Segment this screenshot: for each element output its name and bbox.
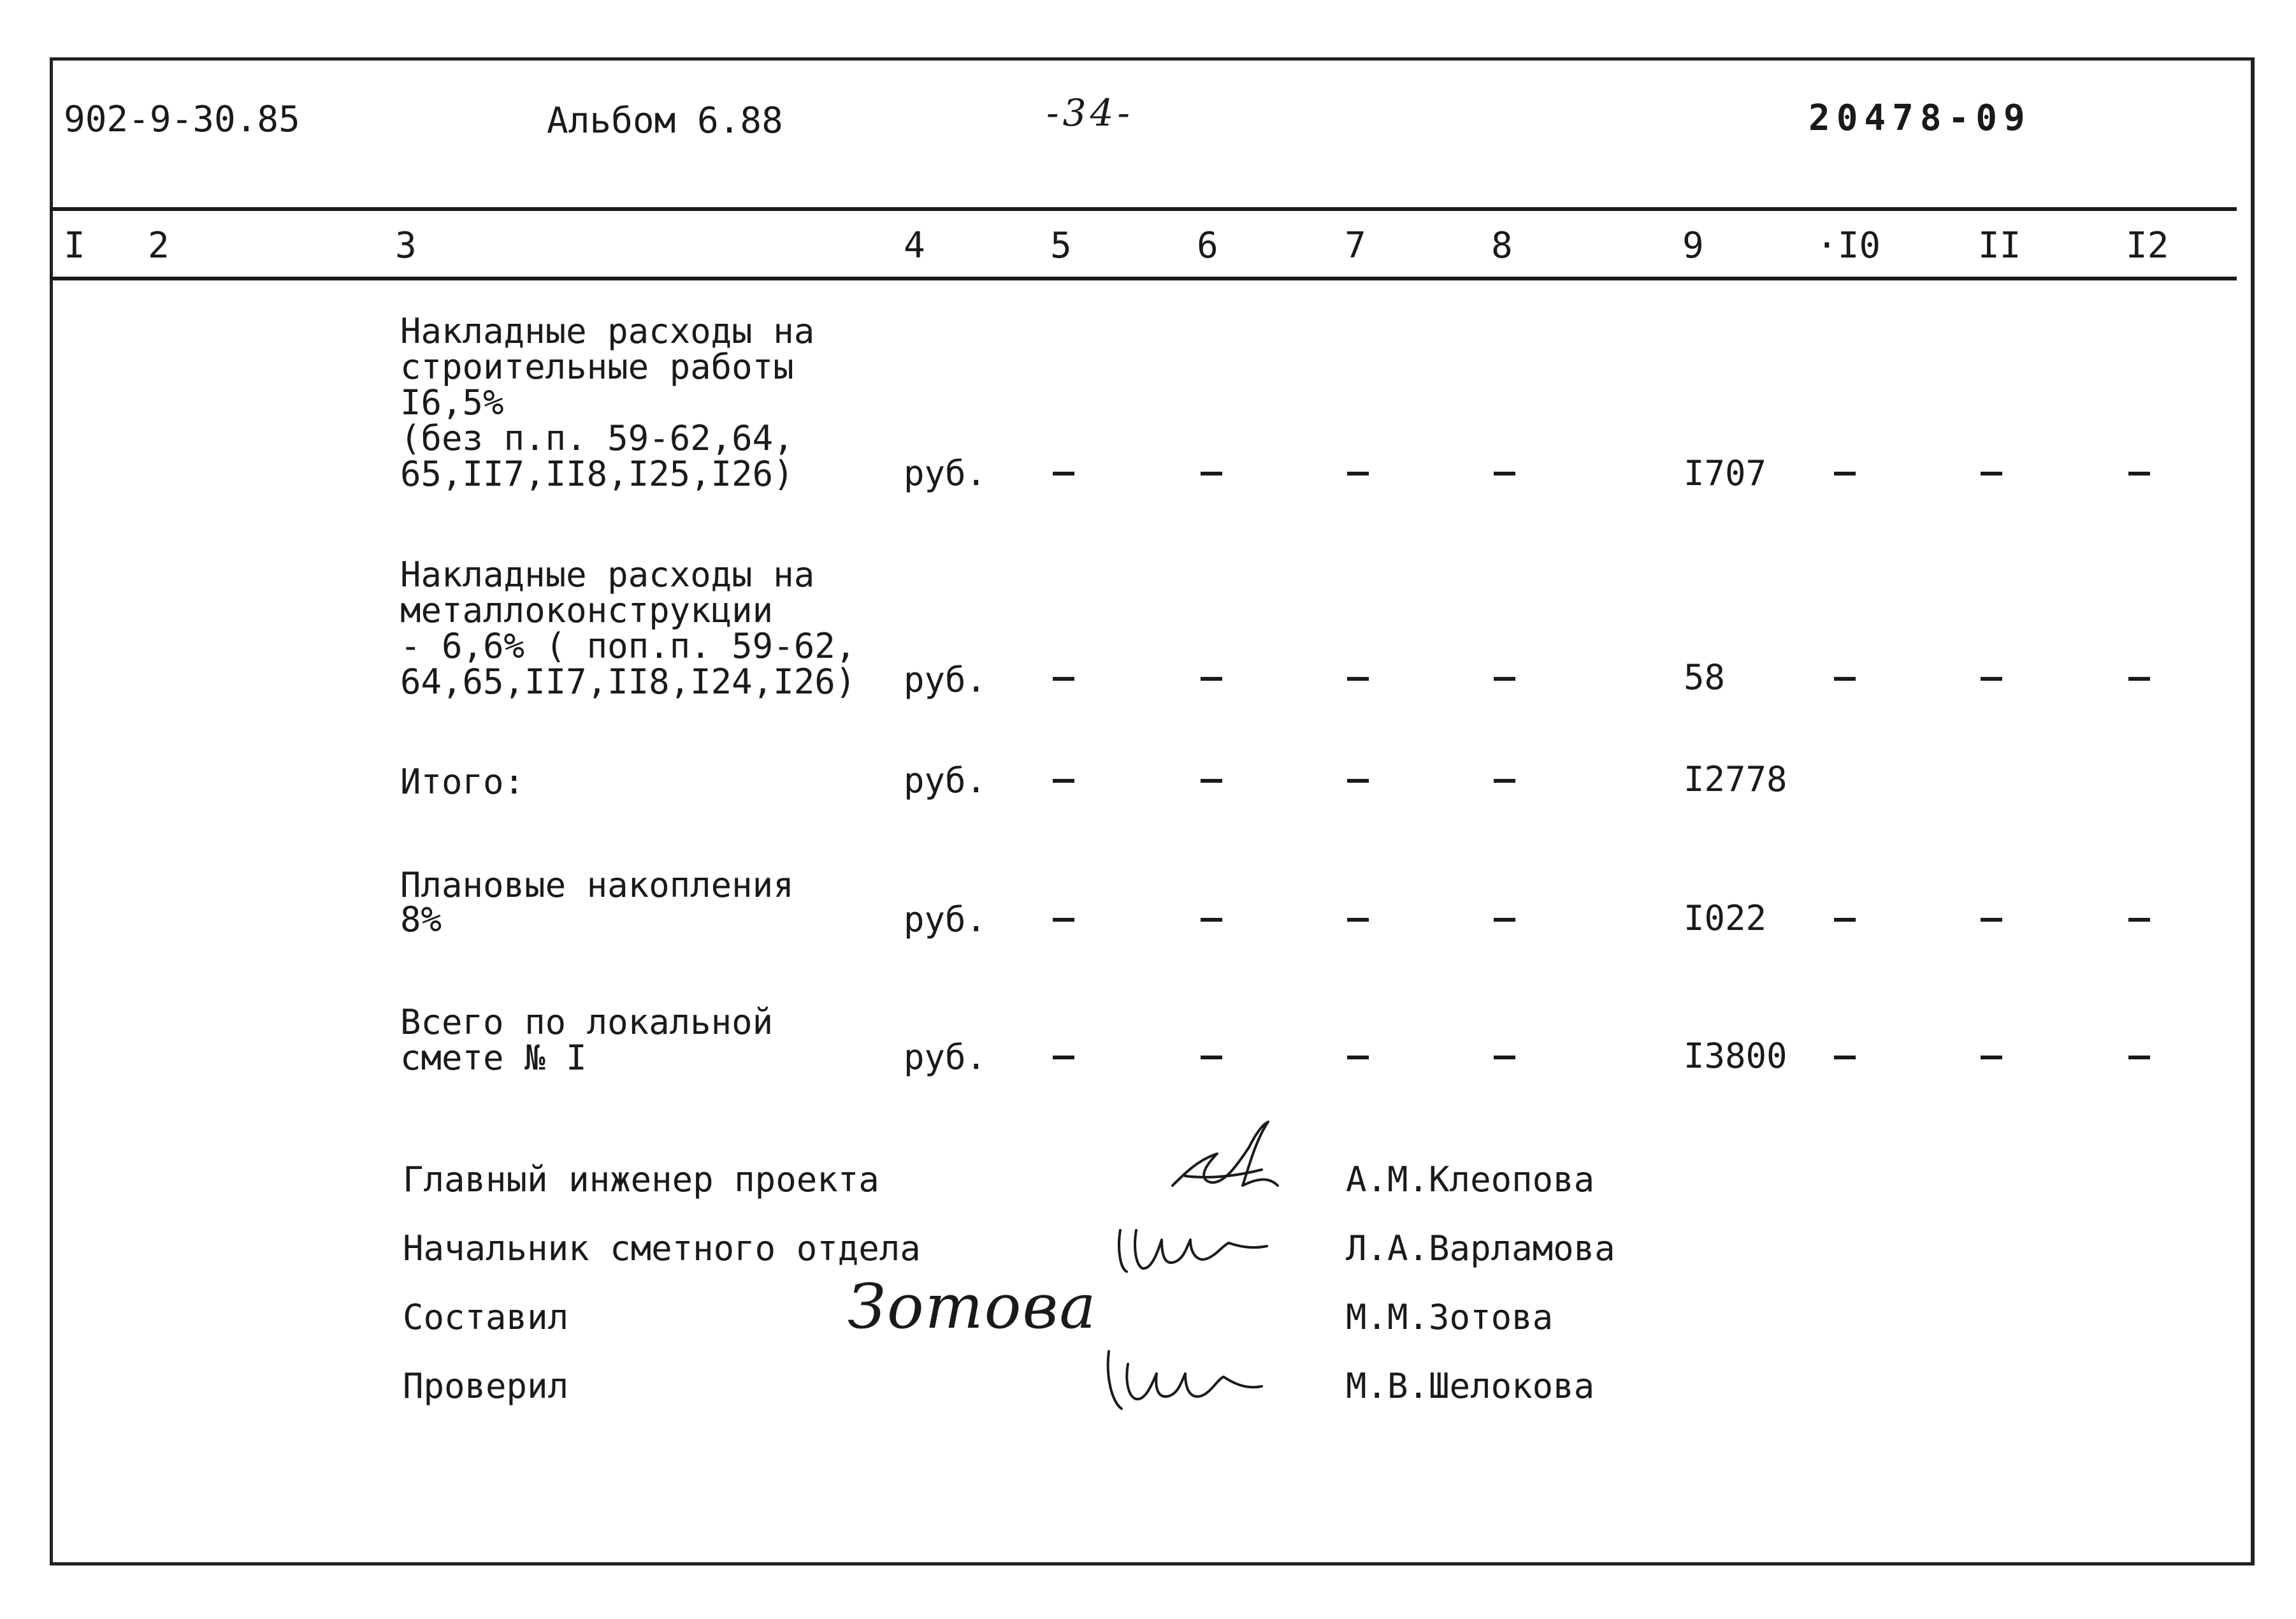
handwritten-signature — [1083, 1339, 1274, 1421]
row-unit: руб. — [904, 899, 987, 940]
dash-mark — [1053, 918, 1074, 922]
signature-name: М.М.Зотова — [1346, 1297, 1554, 1337]
document-number: 20478-09 — [1809, 98, 2032, 139]
row-value-col9: I2778 — [1684, 759, 1787, 799]
signature-name: А.М.Клеопова — [1346, 1159, 1595, 1200]
signature-name: Л.А.Варламова — [1346, 1228, 1615, 1268]
dash-mark — [1053, 1056, 1074, 1059]
signature-name: М.В.Шелокова — [1346, 1366, 1595, 1406]
dash-mark — [1347, 472, 1369, 476]
handwritten-signature — [1101, 1211, 1280, 1281]
signature-role: Составил — [403, 1297, 569, 1337]
dash-mark — [2128, 677, 2150, 681]
dash-mark — [1494, 1056, 1515, 1059]
column-header: 8 — [1491, 225, 1513, 266]
dash-mark — [1201, 779, 1222, 783]
dash-mark — [1347, 677, 1369, 681]
project-code: 902-9-30.85 — [64, 99, 300, 140]
row-unit: руб. — [904, 660, 987, 700]
dash-mark — [2128, 1056, 2150, 1059]
column-header: 3 — [395, 225, 417, 266]
column-header: II — [1978, 225, 2021, 266]
row-value-col9: I022 — [1684, 898, 1767, 938]
dash-mark — [2128, 918, 2150, 922]
column-header: 6 — [1197, 225, 1218, 266]
dash-mark — [1981, 677, 2002, 681]
dash-mark — [1834, 677, 1856, 681]
dash-mark — [1494, 472, 1515, 476]
dash-mark — [1201, 1056, 1222, 1059]
handwritten-signature — [1160, 1115, 1287, 1205]
dash-mark — [1834, 472, 1856, 476]
header-top-rule — [50, 207, 2237, 211]
dash-mark — [1053, 677, 1074, 681]
page-number: -34- — [1046, 91, 1134, 134]
row-description: Итого: — [400, 762, 525, 802]
dash-mark — [1347, 779, 1369, 783]
column-header: 2 — [148, 225, 170, 266]
dash-mark — [1494, 918, 1515, 922]
dash-mark — [1494, 677, 1515, 681]
dash-mark — [1494, 779, 1515, 783]
column-header: 5 — [1050, 225, 1072, 266]
row-unit: руб. — [904, 1037, 987, 1077]
dash-mark — [1834, 918, 1856, 922]
dash-mark — [1201, 677, 1222, 681]
dash-mark — [1201, 918, 1222, 922]
column-header: 9 — [1682, 225, 1704, 266]
column-header: ·I0 — [1816, 225, 1881, 266]
column-header: 7 — [1345, 225, 1366, 266]
dash-mark — [1981, 918, 2002, 922]
signature-role: Главный инженер проекта — [403, 1159, 879, 1200]
dash-mark — [1347, 1056, 1369, 1059]
column-header: 4 — [904, 225, 925, 266]
signature-role: Начальник сметного отдела — [403, 1228, 921, 1268]
dash-mark — [1981, 1056, 2002, 1059]
dash-mark — [1834, 1056, 1856, 1059]
row-value-col9: I3800 — [1684, 1036, 1787, 1076]
row-description: Накладные расходы на металлоконструкции - 6,6% ( поп.п. 59-62, 64,65,II7,II8,I24,I26) — [400, 555, 856, 702]
header-bottom-rule — [50, 277, 2237, 280]
column-header: I2 — [2126, 225, 2169, 266]
row-value-col9: I707 — [1684, 453, 1767, 493]
column-header: I — [64, 225, 85, 266]
signature-role: Проверил — [403, 1366, 569, 1406]
row-value-col9: 58 — [1684, 657, 1726, 697]
dash-mark — [1201, 472, 1222, 476]
row-description: Накладные расходы на строительные работы I6,5% (без п.п. 59-62,64, 65,II7,II8,I25,I26) — [400, 311, 815, 494]
row-description: Всего по локальной смете № I — [400, 1002, 774, 1078]
album-label: Альбом 6.88 — [547, 100, 783, 142]
dash-mark — [1347, 918, 1369, 922]
row-unit: руб. — [904, 453, 987, 493]
dash-mark — [2128, 472, 2150, 476]
row-unit: руб. — [904, 760, 987, 801]
row-description: Плановые накопления 8% — [400, 865, 794, 940]
dash-mark — [1053, 779, 1074, 783]
handwritten-surname: Зотова — [848, 1271, 1097, 1342]
dash-mark — [1981, 472, 2002, 476]
dash-mark — [1053, 472, 1074, 476]
